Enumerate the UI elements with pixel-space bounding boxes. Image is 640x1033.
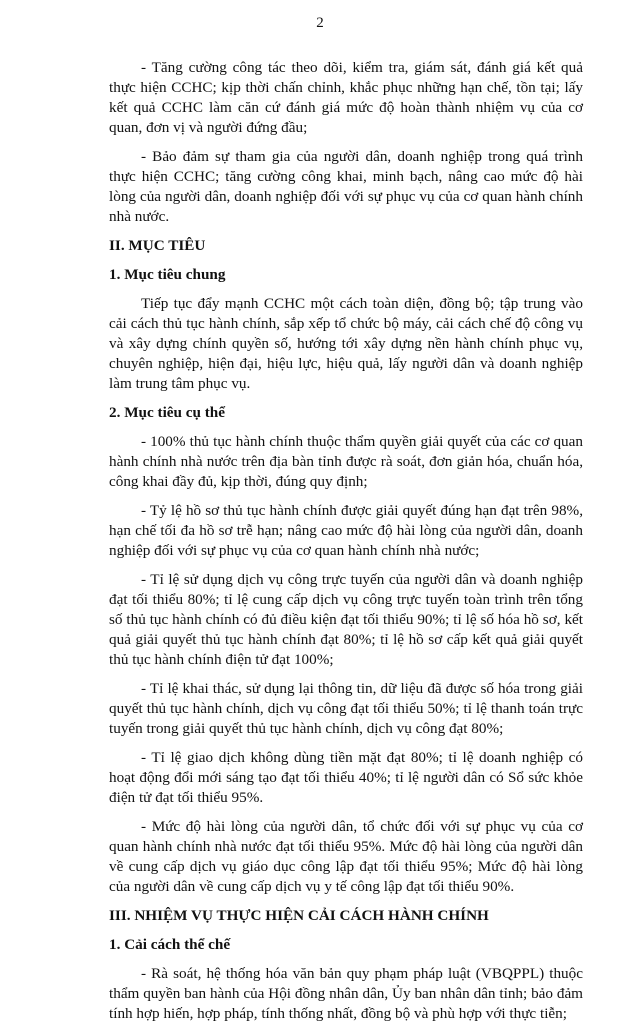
paragraph-satisfaction: - Mức độ hài lòng của người dân, tổ chức đối với sự phục vụ của cơ quan hành chính nhà nước đạt tối thiểu 95%. Mức độ hài lòng của người dân về cung cấp dịch vụ giáo dục công lập đạt tối thiểu 95%; Mức độ hài lòng của người dân về cung cấp dịch vụ y tế công lập đạt tối thiểu 90%. [109, 818, 583, 895]
paragraph-procedures-review: - 100% thủ tục hành chính thuộc thẩm quyền giải quyết của các cơ quan hành chính nhà nước trên địa bàn tỉnh được rà soát, đơn giản hóa, chuẩn hóa, công khai đầy đủ, kịp thời, đúng quy định; [109, 433, 583, 490]
paragraph-monitoring: - Tăng cường công tác theo dõi, kiểm tra, giám sát, đánh giá kết quả thực hiện CCHC; kịp thời chấn chỉnh, khắc phục những hạn chế, tồn tại; lấy kết quả CCHC làm căn cứ đánh giá mức độ hoàn thành nhiệm vụ của cơ quan, đơn vị và người đứng đầu; [109, 59, 583, 136]
subheading-specific-objectives: 2. Mục tiêu cụ thể [109, 404, 225, 421]
page-number: 2 [316, 15, 324, 31]
paragraph-cashless: - Tỉ lệ giao dịch không dùng tiền mặt đạt 80%; tỉ lệ doanh nghiệp có hoạt động đổi mới sáng tạo đạt tối thiểu 40%; tỉ lệ người dân có Sổ sức khỏe điện tử đạt tối thiểu 95%. [109, 749, 583, 806]
document-body [109, 58, 583, 1033]
paragraph-general-objective: Tiếp tục đẩy mạnh CCHC một cách toàn diện, đồng bộ; tập trung vào cải cách thủ tục hành chính, sắp xếp tổ chức bộ máy, cải cách chế độ công vụ và xây dựng chính quyền số, hướng tới xây dựng nền hành chính phục vụ, chuyên nghiệp, hiện đại, hiệu lực, hiệu quả, lấy người dân và doanh nghiệp làm trung tâm phục vụ. [109, 295, 583, 392]
subheading-general-objective: 1. Mục tiêu chung [109, 266, 226, 283]
subheading-institutional-reform: 1. Cải cách thể chế [109, 936, 231, 953]
paragraph-participation: - Bảo đảm sự tham gia của người dân, doanh nghiệp trong quá trình thực hiện CCHC; tăng cường công khai, minh bạch, nâng cao mức độ hài lòng của người dân, doanh nghiệp đối với sự phục vụ của cơ quan hành chính nhà nước. [109, 148, 583, 225]
paragraph-legal-review: - Rà soát, hệ thống hóa văn bản quy phạm pháp luật (VBQPPL) thuộc thẩm quyền ban hành của Hội đồng nhân dân, Ủy ban nhân dân tỉnh; bảo đảm tính hợp hiến, hợp pháp, tính thống nhất, đồng bộ và phù hợp với thực tiễn; [109, 965, 583, 1022]
section-heading-tasks: III. NHIỆM VỤ THỰC HIỆN CẢI CÁCH HÀNH CHÍNH [109, 907, 489, 924]
paragraph-data-reuse: - Tỉ lệ khai thác, sử dụng lại thông tin, dữ liệu đã được số hóa trong giải quyết thủ tục hành chính, dịch vụ công đạt tối thiểu 50%; tỉ lệ thanh toán trực tuyến trong giải quyết thủ tục hành chính, dịch vụ công đạt 80%; [109, 680, 583, 737]
paragraph-on-time-rate: - Tỷ lệ hồ sơ thủ tục hành chính được giải quyết đúng hạn đạt trên 98%, hạn chế tối đa hồ sơ trễ hạn; nâng cao mức độ hài lòng của người dân, doanh nghiệp đối với sự phục vụ của cơ quan hành chính nhà nước; [109, 502, 583, 559]
section-heading-objectives: II. MỤC TIÊU [109, 237, 206, 254]
paragraph-online-services: - Tỉ lệ sử dụng dịch vụ công trực tuyến của người dân và doanh nghiệp đạt tối thiểu 80%; tỉ lệ cung cấp dịch vụ công trực tuyến toàn trình trên tổng số thủ tục hành chính có đủ điều kiện đạt tối thiểu 90%; tỉ lệ số hóa hồ sơ, kết quả giải quyết thủ tục hành chính đạt 80%; tỉ lệ hồ sơ cấp kết quả giải quyết thủ tục hành chính điện tử đạt 100%; [109, 571, 583, 668]
